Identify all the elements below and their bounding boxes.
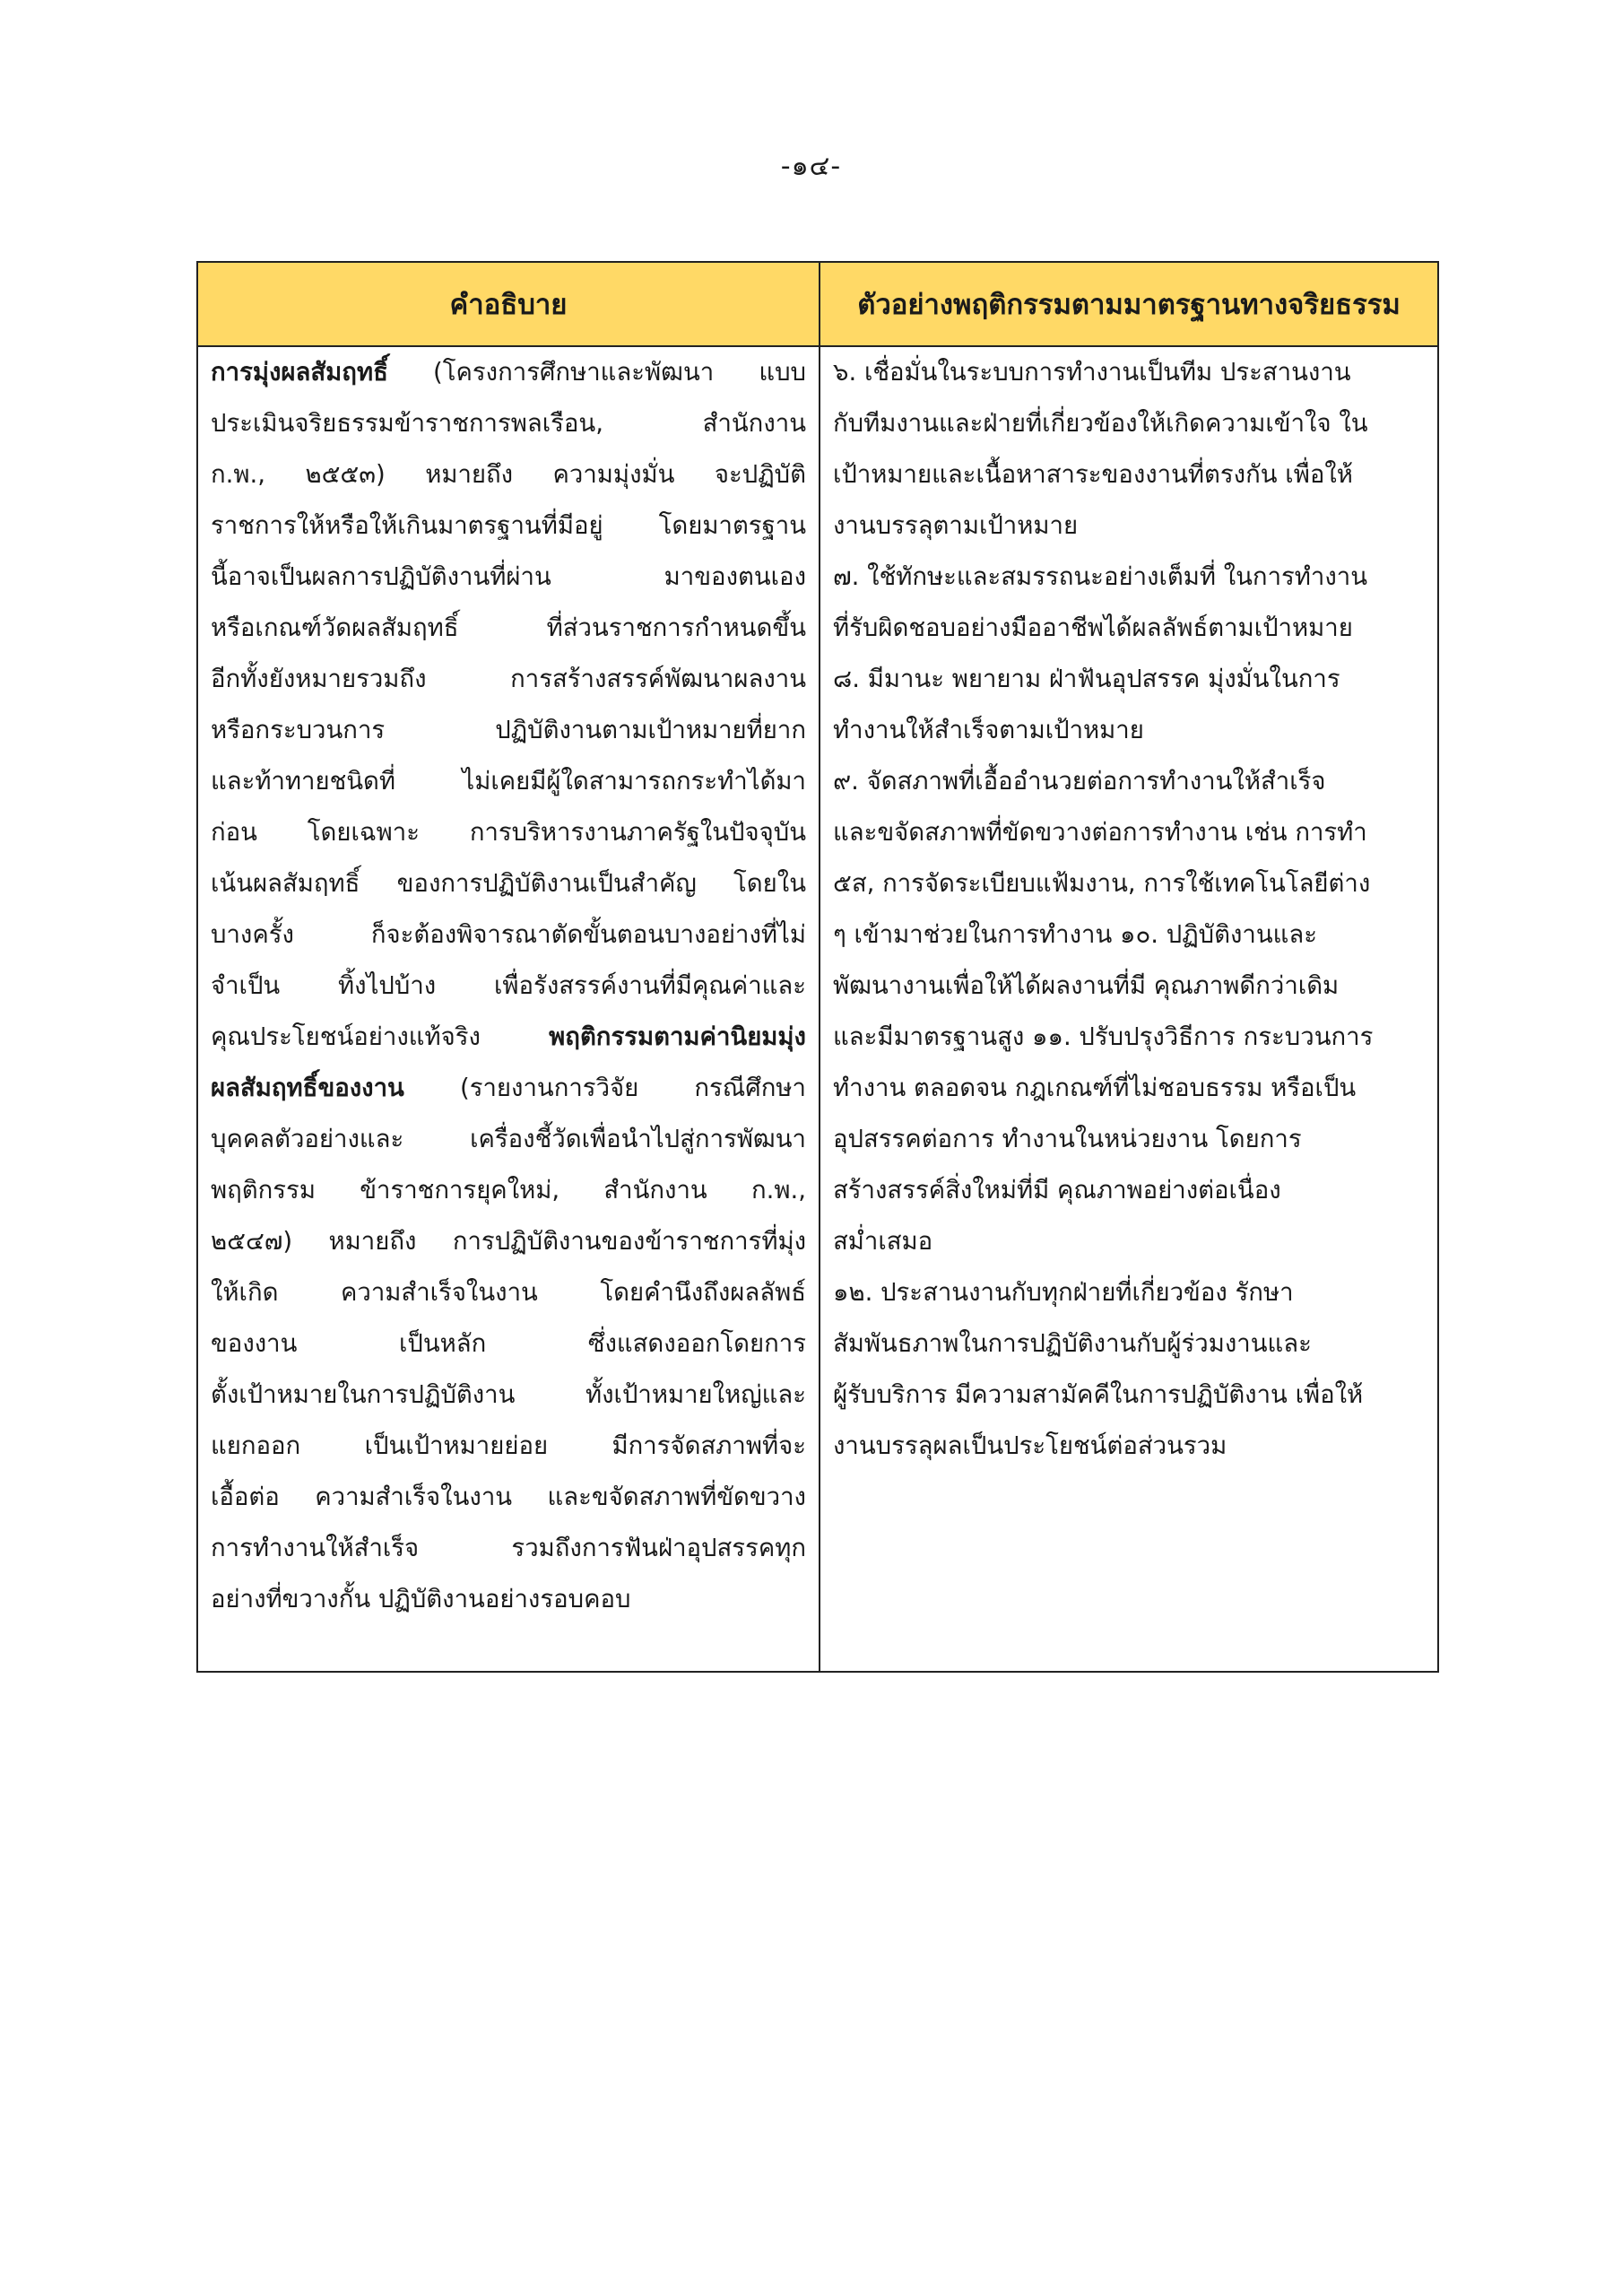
behavior-line: ทำงาน ตลอดจน กฎเกณฑ์ที่ไม่ชอบธรรม หรือเป็น xyxy=(833,1074,1357,1102)
behavior-line: งานบรรลุผลเป็นประโยชน์ต่อส่วนรวม xyxy=(833,1431,1227,1460)
table-header xyxy=(197,262,1438,346)
description-line xyxy=(211,1523,806,1574)
description-text: การทำงานให้สำเร็จ รวมถึงการฟันฝ่าอุปสรรคทุก xyxy=(211,1534,806,1562)
ethics-table xyxy=(196,261,1439,1673)
description-text: ราชการให้หรือให้เกินมาตรฐานที่มีอยู่ โดยมาตรฐาน xyxy=(211,511,806,540)
description-line xyxy=(211,1267,806,1318)
description-line xyxy=(211,1216,806,1267)
description-line xyxy=(211,1012,806,1063)
description-text: (โครงการศึกษาและพัฒนา แบบ xyxy=(387,358,806,387)
behavior-line: ๖. เชื่อมั่นในระบบการทำงานเป็นทีม ประสานงาน xyxy=(833,358,1351,387)
description-text: นี้อาจเป็นผลการปฏิบัติงานที่ผ่าน มาของตนเอง xyxy=(211,562,806,591)
description-line xyxy=(211,1165,806,1216)
description-line xyxy=(211,1421,806,1472)
description-text: ให้เกิด ความสำเร็จในงาน โดยคำนึงถึงผลลัพธ์ xyxy=(211,1278,806,1307)
description-line xyxy=(211,961,806,1012)
description-line xyxy=(211,552,806,603)
behavior-line: ๘. มีมานะ พยายาม ฝ่าฟันอุปสรรค มุ่งมั่นในการ xyxy=(833,665,1340,693)
description-text: (รายงานการวิจัย กรณีศึกษา xyxy=(403,1074,806,1102)
behavior-examples-cell xyxy=(820,346,1438,1672)
description-text: บางครั้ง ก็จะต้องพิจารณาตัดขั้นตอนบางอย่างที่ไม่ xyxy=(211,920,806,949)
description-text: ๒๕๔๗) หมายถึง การปฏิบัติงานของข้าราชการที่มุ่ง xyxy=(211,1227,806,1256)
description-text: เน้นผลสัมฤทธิ์ ของการปฏิบัติงานเป็นสำคัญ โดยใน xyxy=(211,869,806,898)
behavior-line: กับทีมงานและฝ่ายที่เกี่ยวข้องให้เกิดความเข้าใจ ใน xyxy=(833,409,1368,438)
description-text: พฤติกรรม ข้าราชการยุคใหม่, สำนักงาน ก.พ., xyxy=(211,1176,806,1205)
description-term-bold: ผลสัมฤทธิ์ของงาน xyxy=(211,1074,404,1102)
description-line xyxy=(211,858,806,909)
description-line xyxy=(211,1574,806,1625)
description-text: จำเป็น ทิ้งไปบ้าง เพื่อรังสรรค์งานที่มีคุณค่าและ xyxy=(211,971,806,1000)
description-line xyxy=(211,449,806,500)
description-text: ก.พ., ๒๕๕๓) หมายถึง ความมุ่งมั่น จะปฏิบัติ xyxy=(211,460,806,489)
description-line xyxy=(211,909,806,961)
description-text: ตั้งเป้าหมายในการปฏิบัติงาน ทั้งเป้าหมายใหญ่และ xyxy=(211,1380,806,1409)
behavior-line: ๑๒. ประสานงานกับทุกฝ่ายที่เกี่ยวข้อง รักษา xyxy=(833,1278,1294,1307)
description-text: อย่างที่ขวางกั้น ปฏิบัติงานอย่างรอบคอบ xyxy=(211,1585,631,1613)
behavior-line: ๕ส, การจัดระเบียบแฟ้มงาน, การใช้เทคโนโลยีต่าง xyxy=(833,869,1371,898)
behavior-line: อุปสรรคต่อการ ทำงานในหน่วยงาน โดยการ xyxy=(833,1125,1302,1153)
description-text: คุณประโยชน์อย่างแท้จริง xyxy=(211,1022,550,1051)
behavior-line: เป้าหมายและเนื้อหาสาระของงานที่ตรงกัน เพื่อให้ xyxy=(833,460,1353,489)
description-term-bold: การมุ่งผลสัมฤทธิ์ xyxy=(211,358,388,387)
description-line xyxy=(211,500,806,552)
behavior-line: ที่รับผิดชอบอย่างมืออาชีพได้ผลลัพธ์ตามเป้าหมาย xyxy=(833,613,1353,642)
behavior-line: งานบรรลุตามเป้าหมาย xyxy=(833,511,1079,540)
description-text: แยกออก เป็นเป้าหมายย่อย มีการจัดสภาพที่จะ xyxy=(211,1431,806,1460)
behavior-line: ๙. จัดสภาพที่เอื้ออำนวยต่อการทำงานให้สำเร็จ xyxy=(833,767,1326,796)
description-text: เอื้อต่อ ความสำเร็จในงาน และขจัดสภาพที่ขัดขวาง xyxy=(211,1483,806,1511)
description-line xyxy=(211,1114,806,1165)
behavior-line: ๆ เข้ามาช่วยในการทำงาน ๑๐. ปฏิบัติงานและ xyxy=(833,920,1317,949)
description-text: หรือกระบวนการ ปฏิบัติงานตามเป้าหมายที่ยาก xyxy=(211,716,806,744)
description-line xyxy=(211,1063,806,1114)
behavior-line: และมีมาตรฐานสูง ๑๑. ปรับปรุงวิธีการ กระบวนการ xyxy=(833,1022,1374,1051)
description-line xyxy=(211,398,806,449)
description-text: ก่อน โดยเฉพาะ การบริหารงานภาครัฐในปัจจุบัน xyxy=(211,818,806,847)
behavior-line: ผู้รับบริการ มีความสามัคคีในการปฏิบัติงาน เพื่อให้ xyxy=(833,1380,1364,1409)
description-text: และท้าทายชนิดที่ ไม่เคยมีผู้ใดสามารถกระทำได้มา xyxy=(211,767,806,796)
behavior-line: สร้างสรรค์สิ่งใหม่ที่มี คุณภาพอย่างต่อเนื่อง xyxy=(833,1176,1281,1205)
behavior-line: พัฒนางานเพื่อให้ได้ผลงานที่มี คุณภาพดีกว่าเดิม xyxy=(833,971,1340,1000)
description-line xyxy=(211,1370,806,1421)
behavior-line: สม่ำเสมอ xyxy=(833,1227,933,1256)
description-line xyxy=(211,807,806,858)
description-text: ประเมินจริยธรรมข้าราชการพลเรือน, สำนักงาน xyxy=(211,409,806,438)
description-term-bold: พฤติกรรมตามค่านิยมมุ่ง xyxy=(549,1022,806,1051)
table-row xyxy=(197,346,1438,1672)
description-line xyxy=(211,705,806,756)
behavior-line: และขจัดสภาพที่ขัดขวางต่อการทำงาน เช่น การทำ xyxy=(833,818,1367,847)
page-number: -๑๔- xyxy=(780,151,842,182)
description-line xyxy=(211,347,806,398)
header-row xyxy=(197,262,1438,346)
description-line xyxy=(211,603,806,654)
description-line xyxy=(211,1318,806,1370)
description-line xyxy=(211,1472,806,1523)
description-text: บุคคลตัวอย่างและ เครื่องชี้วัดเพื่อนำไปสู่การพัฒนา xyxy=(211,1125,806,1153)
description-cell xyxy=(197,346,820,1672)
description-text: หรือเกณฑ์วัดผลสัมฤทธิ์ ที่ส่วนราชการกำหนดขึ้น xyxy=(211,613,806,642)
description-text: อีกทั้งยังหมายรวมถึง การสร้างสรรค์พัฒนาผลงาน xyxy=(211,665,806,693)
behavior-line: สัมพันธภาพในการปฏิบัติงานกับผู้ร่วมงานและ xyxy=(833,1329,1312,1358)
behavior-line: ทำงานให้สำเร็จตามเป้าหมาย xyxy=(833,716,1144,744)
header-description: คำอธิบาย xyxy=(197,262,820,346)
description-text: ของงาน เป็นหลัก ซึ่งแสดงออกโดยการ xyxy=(211,1329,806,1358)
description-line xyxy=(211,756,806,807)
description-line xyxy=(211,654,806,705)
header-behavior-examples: ตัวอย่างพฤติกรรมตามมาตรฐานทางจริยธรรม xyxy=(820,262,1438,346)
behavior-line: ๗. ใช้ทักษะและสมรรถนะอย่างเต็มที่ ในการทำงาน xyxy=(833,562,1368,591)
